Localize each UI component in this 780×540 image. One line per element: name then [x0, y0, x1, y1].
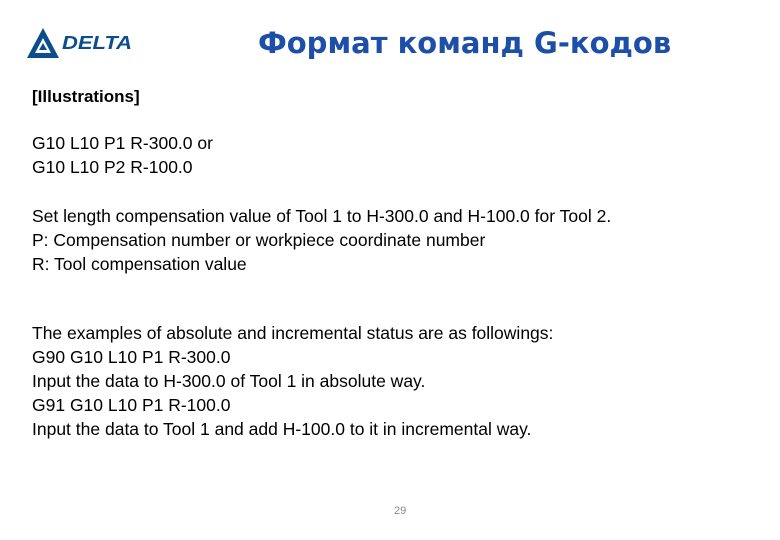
page-number: 29 — [394, 505, 407, 517]
description-line: R: Tool compensation value — [32, 254, 247, 274]
description-line: P: Compensation number or workpiece coordinate number — [32, 230, 486, 250]
description-line: Set length compensation value of Tool 1 to H-300.0 and H-100.0 for Tool 2. — [32, 206, 612, 226]
description-block — [32, 204, 611, 276]
example-line: Input the data to H-300.0 of Tool 1 in absolute way. — [32, 371, 426, 391]
command-line: G10 L10 P2 R-100.0 — [32, 157, 193, 177]
example-line: G90 G10 L10 P1 R-300.0 — [32, 347, 231, 367]
logo-wordmark: DELTA — [62, 31, 133, 54]
examples-block — [32, 321, 553, 441]
page-title: Формат команд G-кодов — [258, 26, 672, 60]
command-block — [32, 131, 213, 179]
example-line: G91 G10 L10 P1 R-100.0 — [32, 395, 231, 415]
example-line: The examples of absolute and incremental status are as followings: — [32, 323, 554, 343]
section-heading: [Illustrations] — [32, 87, 140, 106]
example-line: Input the data to Tool 1 and add H-100.0 to it in incremental way. — [32, 419, 532, 439]
command-line: G10 L10 P1 R-300.0 or — [32, 133, 213, 153]
delta-triangle-icon — [26, 26, 60, 60]
delta-logo — [26, 26, 132, 60]
